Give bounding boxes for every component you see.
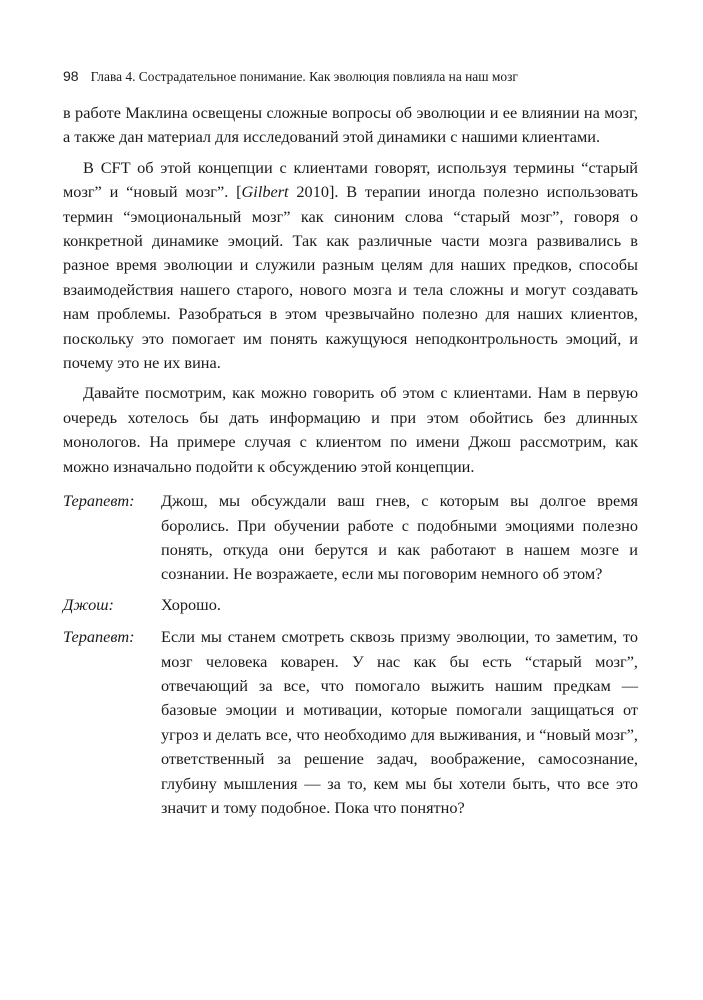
speaker-label: Терапевт: <box>63 627 135 647</box>
paragraph <box>63 381 638 479</box>
running-header <box>63 67 643 86</box>
paragraph-text: Давайте посмотрим, как можно говорить об этом с клиентами. Нам в первую очередь хотелось бы дать информацию и при этом обойтись без длинных монологов. На примере случая с клиентом по имени Джош рассмотрим, как можно изначально подойти к обсуждению этой концепции. <box>63 383 638 476</box>
paragraph-text: В CFT об этой концепции с клиентами говорят, используя термины “старый мозг” и “новый мозг”. [ <box>63 157 638 202</box>
dialogue-line <box>63 625 638 820</box>
speaker-label: Терапевт: <box>63 491 135 511</box>
paragraph <box>63 101 638 150</box>
paragraph-text: в работе Маклина освещены сложные вопросы об эволюции и ее влиянии на мозг, а также дан материал для исследований этой динамики с нашими клиентами. <box>63 103 638 147</box>
running-title: Глава 4. Сострадательное понимание. Как эволюция повлияла на наш мозг <box>90 69 518 84</box>
paragraph <box>63 156 638 376</box>
speech-text: Если мы станем смотреть сквозь призму эволюции, то заметим, то мозг человека коварен. У нас как бы есть “старый мозг”, отвечающий за все, что помогало выжить нашим предкам — базовые эмоции и мотивации, которые помогали защищаться от угроз и делать все, что необходимо для выживания, и “новый мозг”, ответственный за решение задач, воображение, самосознание, глубину мышления — за то, кем мы бы хотели быть, что все это значит и тому подобное. Пока что понятно? <box>161 627 638 817</box>
page-number: 98 <box>63 68 79 84</box>
speech-text: Хорошо. <box>161 594 221 614</box>
speech-text: Джош, мы обсуждали ваш гнев, с которым вы долгое время боролись. При обучении работе с подобными эмоциями полезно понять, откуда они берутся и как работают в нашем мозге и сознании. Не возражаете, если мы поговорим немного об этом? <box>161 491 638 584</box>
paragraph-text: 2010]. В терапии иногда полезно использовать термин “эмоциональный мозг” как синоним слова “старый мозг”, говоря о конкретной динамике эмоций. Так как различные части мозга развивались в разное время эволюции и служили разным целям для наших предков, способы взаимодействия нашего старого, нового мозга и тела сложны и могут создавать нам проблемы. Разобраться в этом чрезвычайно полезно для наших клиентов, поскольку это помогает им понять кажущуюся неподконтрольность эмоций, и почему это не их вина. <box>63 182 638 373</box>
speaker-label: Джош: <box>63 594 114 614</box>
dialogue <box>63 489 638 820</box>
citation-author: Gilbert <box>241 182 289 202</box>
dialogue-line <box>63 593 638 617</box>
dialogue-line <box>63 489 638 587</box>
page-body <box>63 101 638 826</box>
